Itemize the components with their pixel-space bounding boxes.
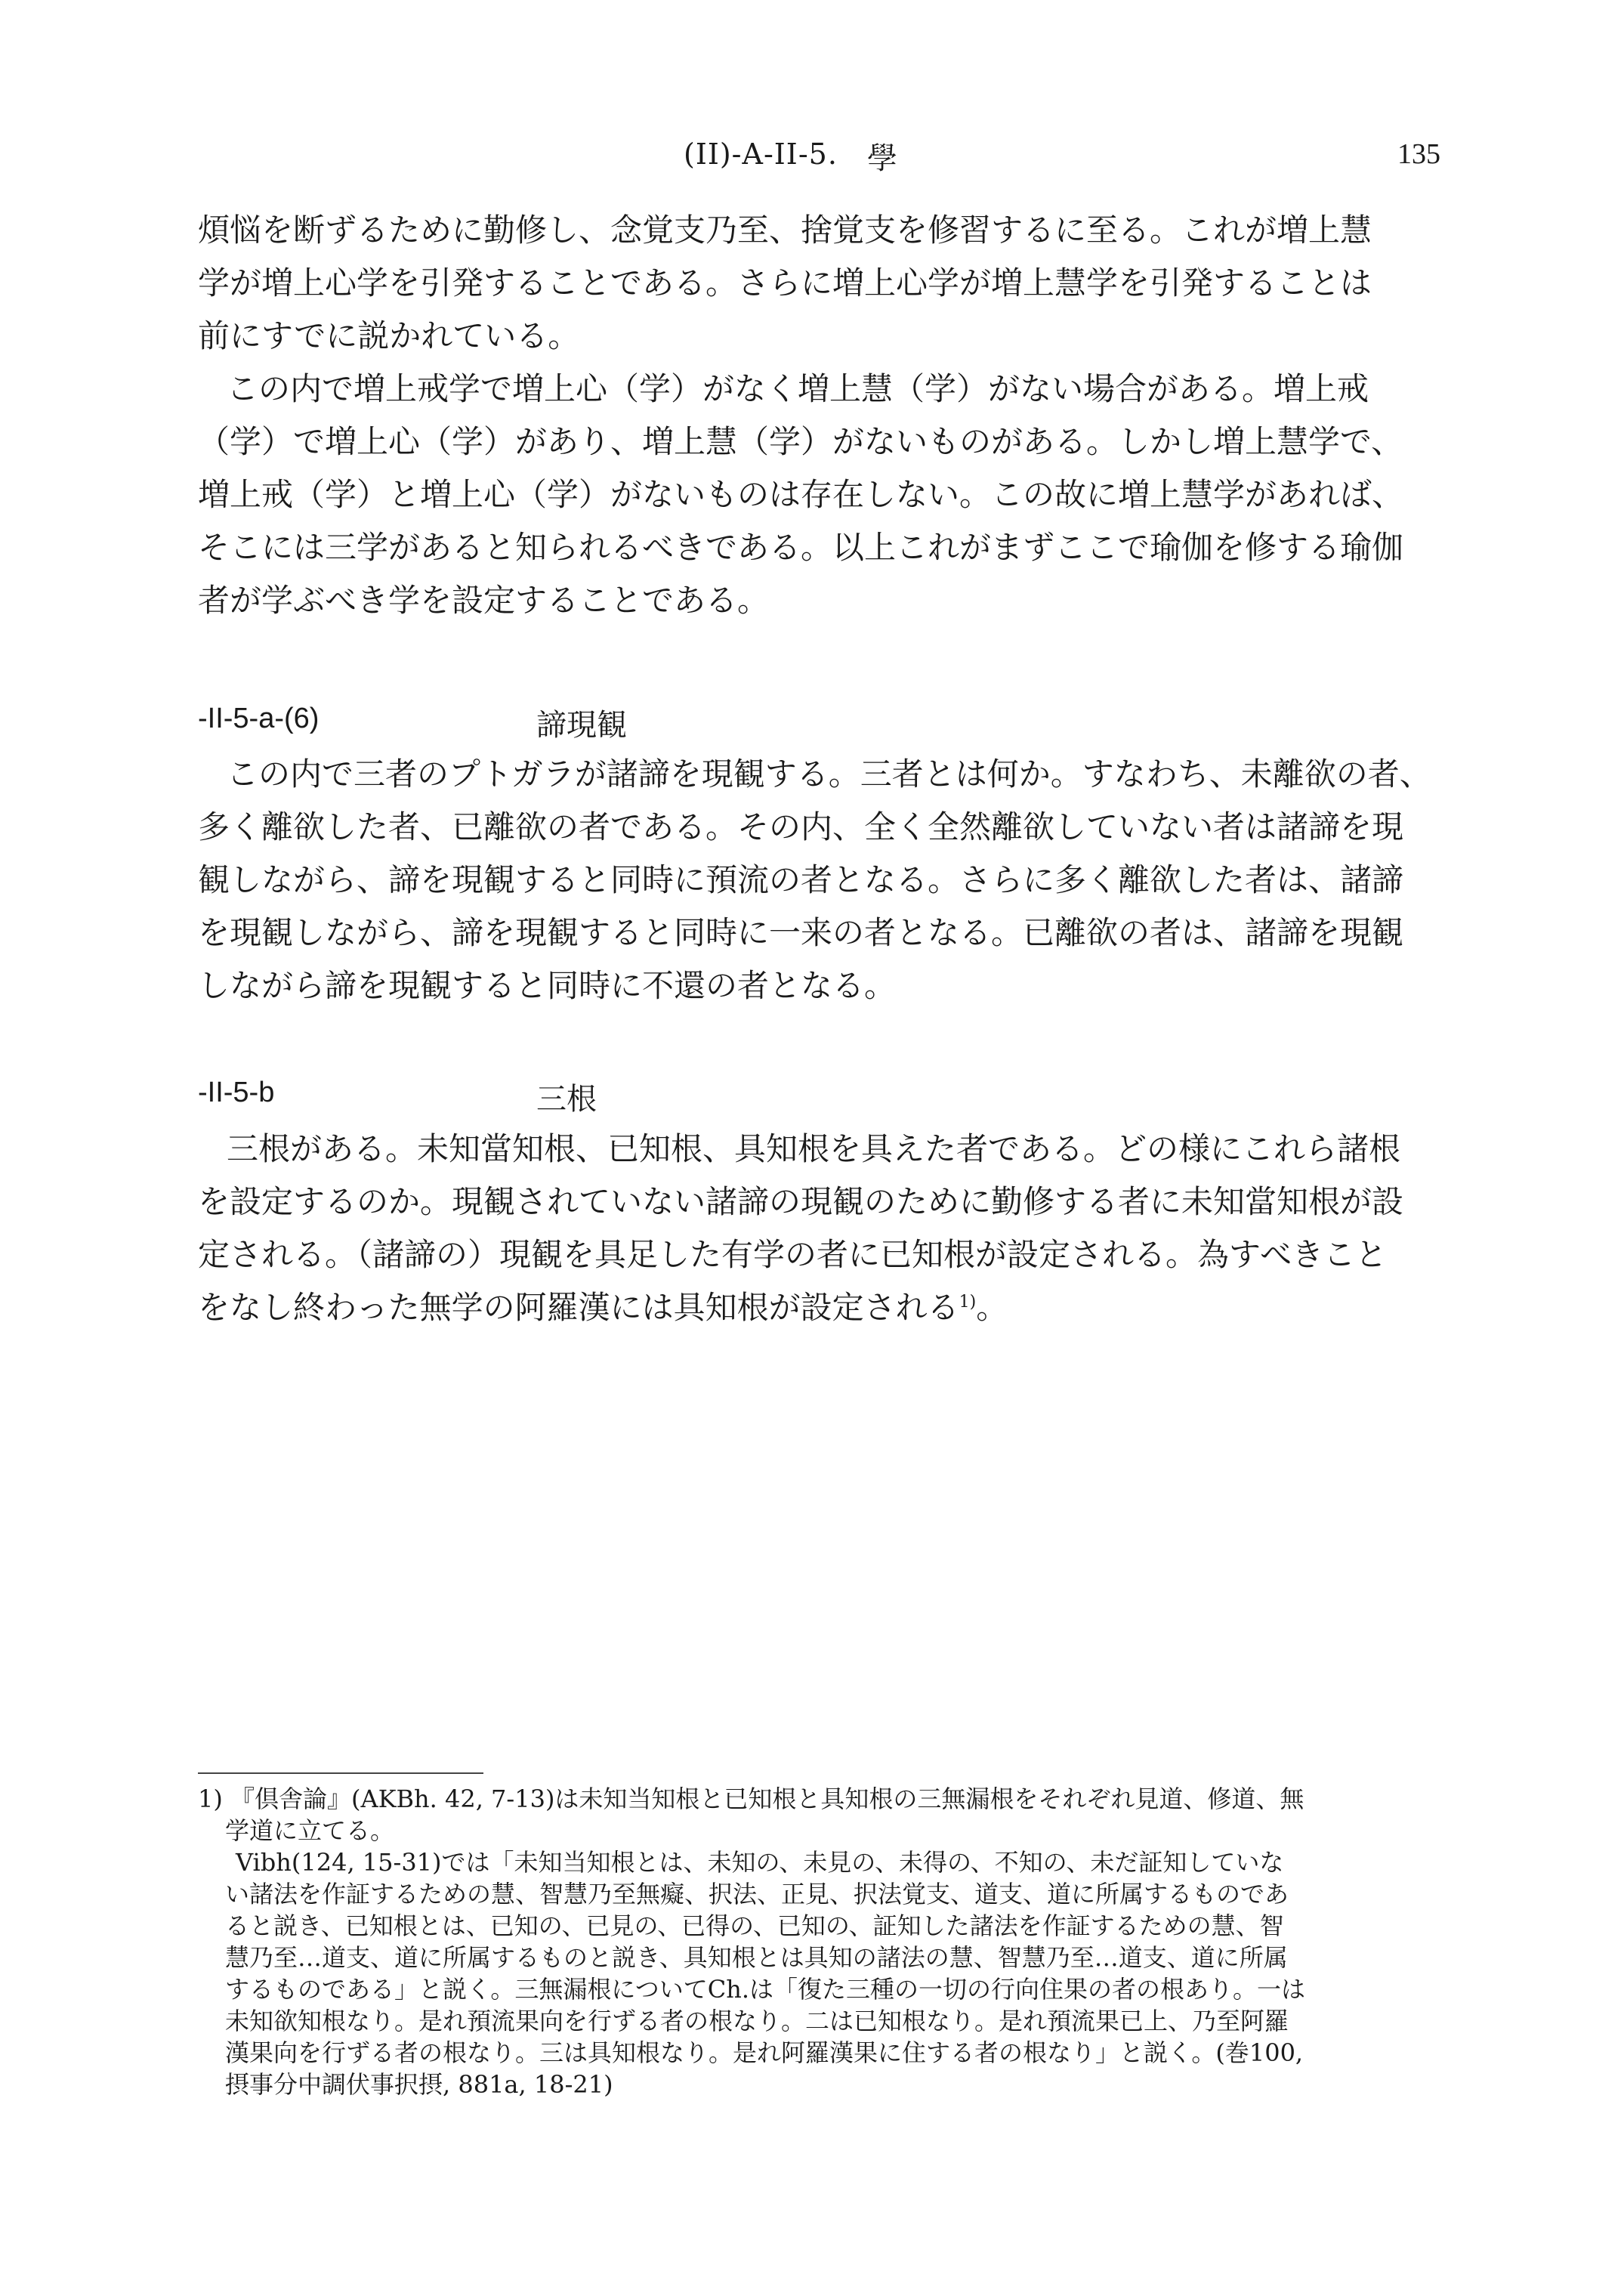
footnotes [198, 1783, 1452, 2100]
footnote-divider [198, 1772, 483, 1774]
footnote-line: 未知欲知根なり。是れ預流果向を行ずる者の根なり。二は已知根なり。是れ預流果已上、乃至阿羅 [225, 2007, 1289, 2035]
para2-line: この内で増上戒学で増上心（学）がなく増上慧（学）がない場合がある。増上戒 [227, 370, 1369, 407]
footnote-line: 慧乃至…道支、道に所属するものと説き、具知根とは具知の諸法の慧、智慧乃至…道支、道に所属 [225, 1943, 1288, 1972]
b-line: 三根がある。未知當知根、已知根、具知根を具えた者である。どの様にこれら諸根 [227, 1130, 1401, 1167]
main-text [198, 204, 1452, 627]
footnote-line: ると説き、已知根とは、已知の、已見の、已得の、已知の、証知した諸法を作証するための慧、智 [225, 1911, 1284, 1940]
header-section: (II)-A-II-5. [684, 138, 838, 171]
a6-line: 観しながら、諦を現観すると同時に預流の者となる。さらに多く離欲した者は、諸諦 [198, 861, 1404, 898]
b-line-last [198, 1281, 1452, 1334]
a6-line: しながら諦を現観すると同時に不還の者となる。 [198, 967, 897, 1004]
b-last-end: 。 [976, 1289, 1008, 1326]
para1-line: 前にすでに説かれている。 [198, 317, 580, 354]
section-title: 諦現観 [536, 708, 627, 743]
footnote-line: 漢果向を行ずる者の根なり。三は具知根なり。是れ阿羅漢果に住する者の根なり」と説く。(巻100, [225, 2038, 1304, 2067]
section-code: -II-5-a-(6) [198, 703, 320, 734]
section-heading-a6 [198, 703, 1452, 748]
para1-line: 学が増上心学を引発することである。さらに増上心学が増上慧学を引発することは [198, 264, 1372, 301]
para2-line: 者が学ぶべき学を設定することである。 [198, 582, 770, 619]
a6-line: この内で三者のプトガラが諸諦を現観する。三者とは何か。すなわち、未離欲の者、 [227, 756, 1431, 793]
footnote-line: 摂事分中調伏事択摂, 881a, 18-21) [225, 2070, 613, 2099]
b-line: を設定するのか。現観されていない諸諦の現観のために勤修する者に未知當知根が設 [198, 1183, 1404, 1220]
footnote-line: 学道に立てる。 [225, 1816, 395, 1845]
footnote-line: 1) 『倶舎論』(AKBh. 42, 7-13)は未知当知根と已知根と具知根の三無漏根をそれぞれ見道、修道、無 [198, 1785, 1304, 1813]
para2-line: （学）で増上心（学）があり、増上慧（学）がないものがある。しかし増上慧学で、 [198, 423, 1403, 460]
running-header [0, 138, 1624, 183]
footnote-line: い諸法を作証するための慧、智慧乃至無癡、択法、正見、択法覚支、道支、道に所属するものであ [225, 1880, 1289, 1908]
para2-line: 増上戒（学）と増上心（学）がないものは存在しない。この故に増上慧学があれば、 [198, 476, 1404, 513]
section-code: -II-5-b [198, 1077, 275, 1108]
para1-line: 煩悩を断ずるために勤修し、念覚支乃至、捨覚支を修習するに至る。これが増上慧 [198, 212, 1372, 249]
section-heading-b [198, 1077, 1452, 1122]
footnote-line: するものである」と説く。三無漏根についてCh.は「復た三種の一切の行向住果の者の根あり。一は [225, 1975, 1305, 2004]
section-b-text [198, 1123, 1452, 1334]
a6-line: を現観しながら、諦を現観すると同時に一来の者となる。已離欲の者は、諸諦を現観 [198, 914, 1404, 951]
b-line: 定される。（諸諦の）現観を具足した有学の者に已知根が設定される。為すべきこと [198, 1236, 1388, 1273]
footnote-marker[interactable]: 1) [959, 1293, 977, 1312]
section-a6-text [198, 748, 1452, 1012]
para2-line: そこには三学があると知られるべきである。以上これがまずここで瑜伽を修する瑜伽 [198, 529, 1404, 566]
header-title: 學 [867, 141, 897, 176]
section-title: 三根 [536, 1082, 597, 1117]
page-number: 135 [1397, 138, 1440, 170]
a6-line: 多く離欲した者、已離欲の者である。その内、全く全然離欲していない者は諸諦を現 [198, 808, 1404, 845]
footnote-line: Vibh(124, 15-31)では「未知当知根とは、未知の、未見の、未得の、不知の、未だ証知していな [236, 1848, 1284, 1877]
b-last-text: をなし終わった無学の阿羅漢には具知根が設定される [198, 1289, 959, 1326]
